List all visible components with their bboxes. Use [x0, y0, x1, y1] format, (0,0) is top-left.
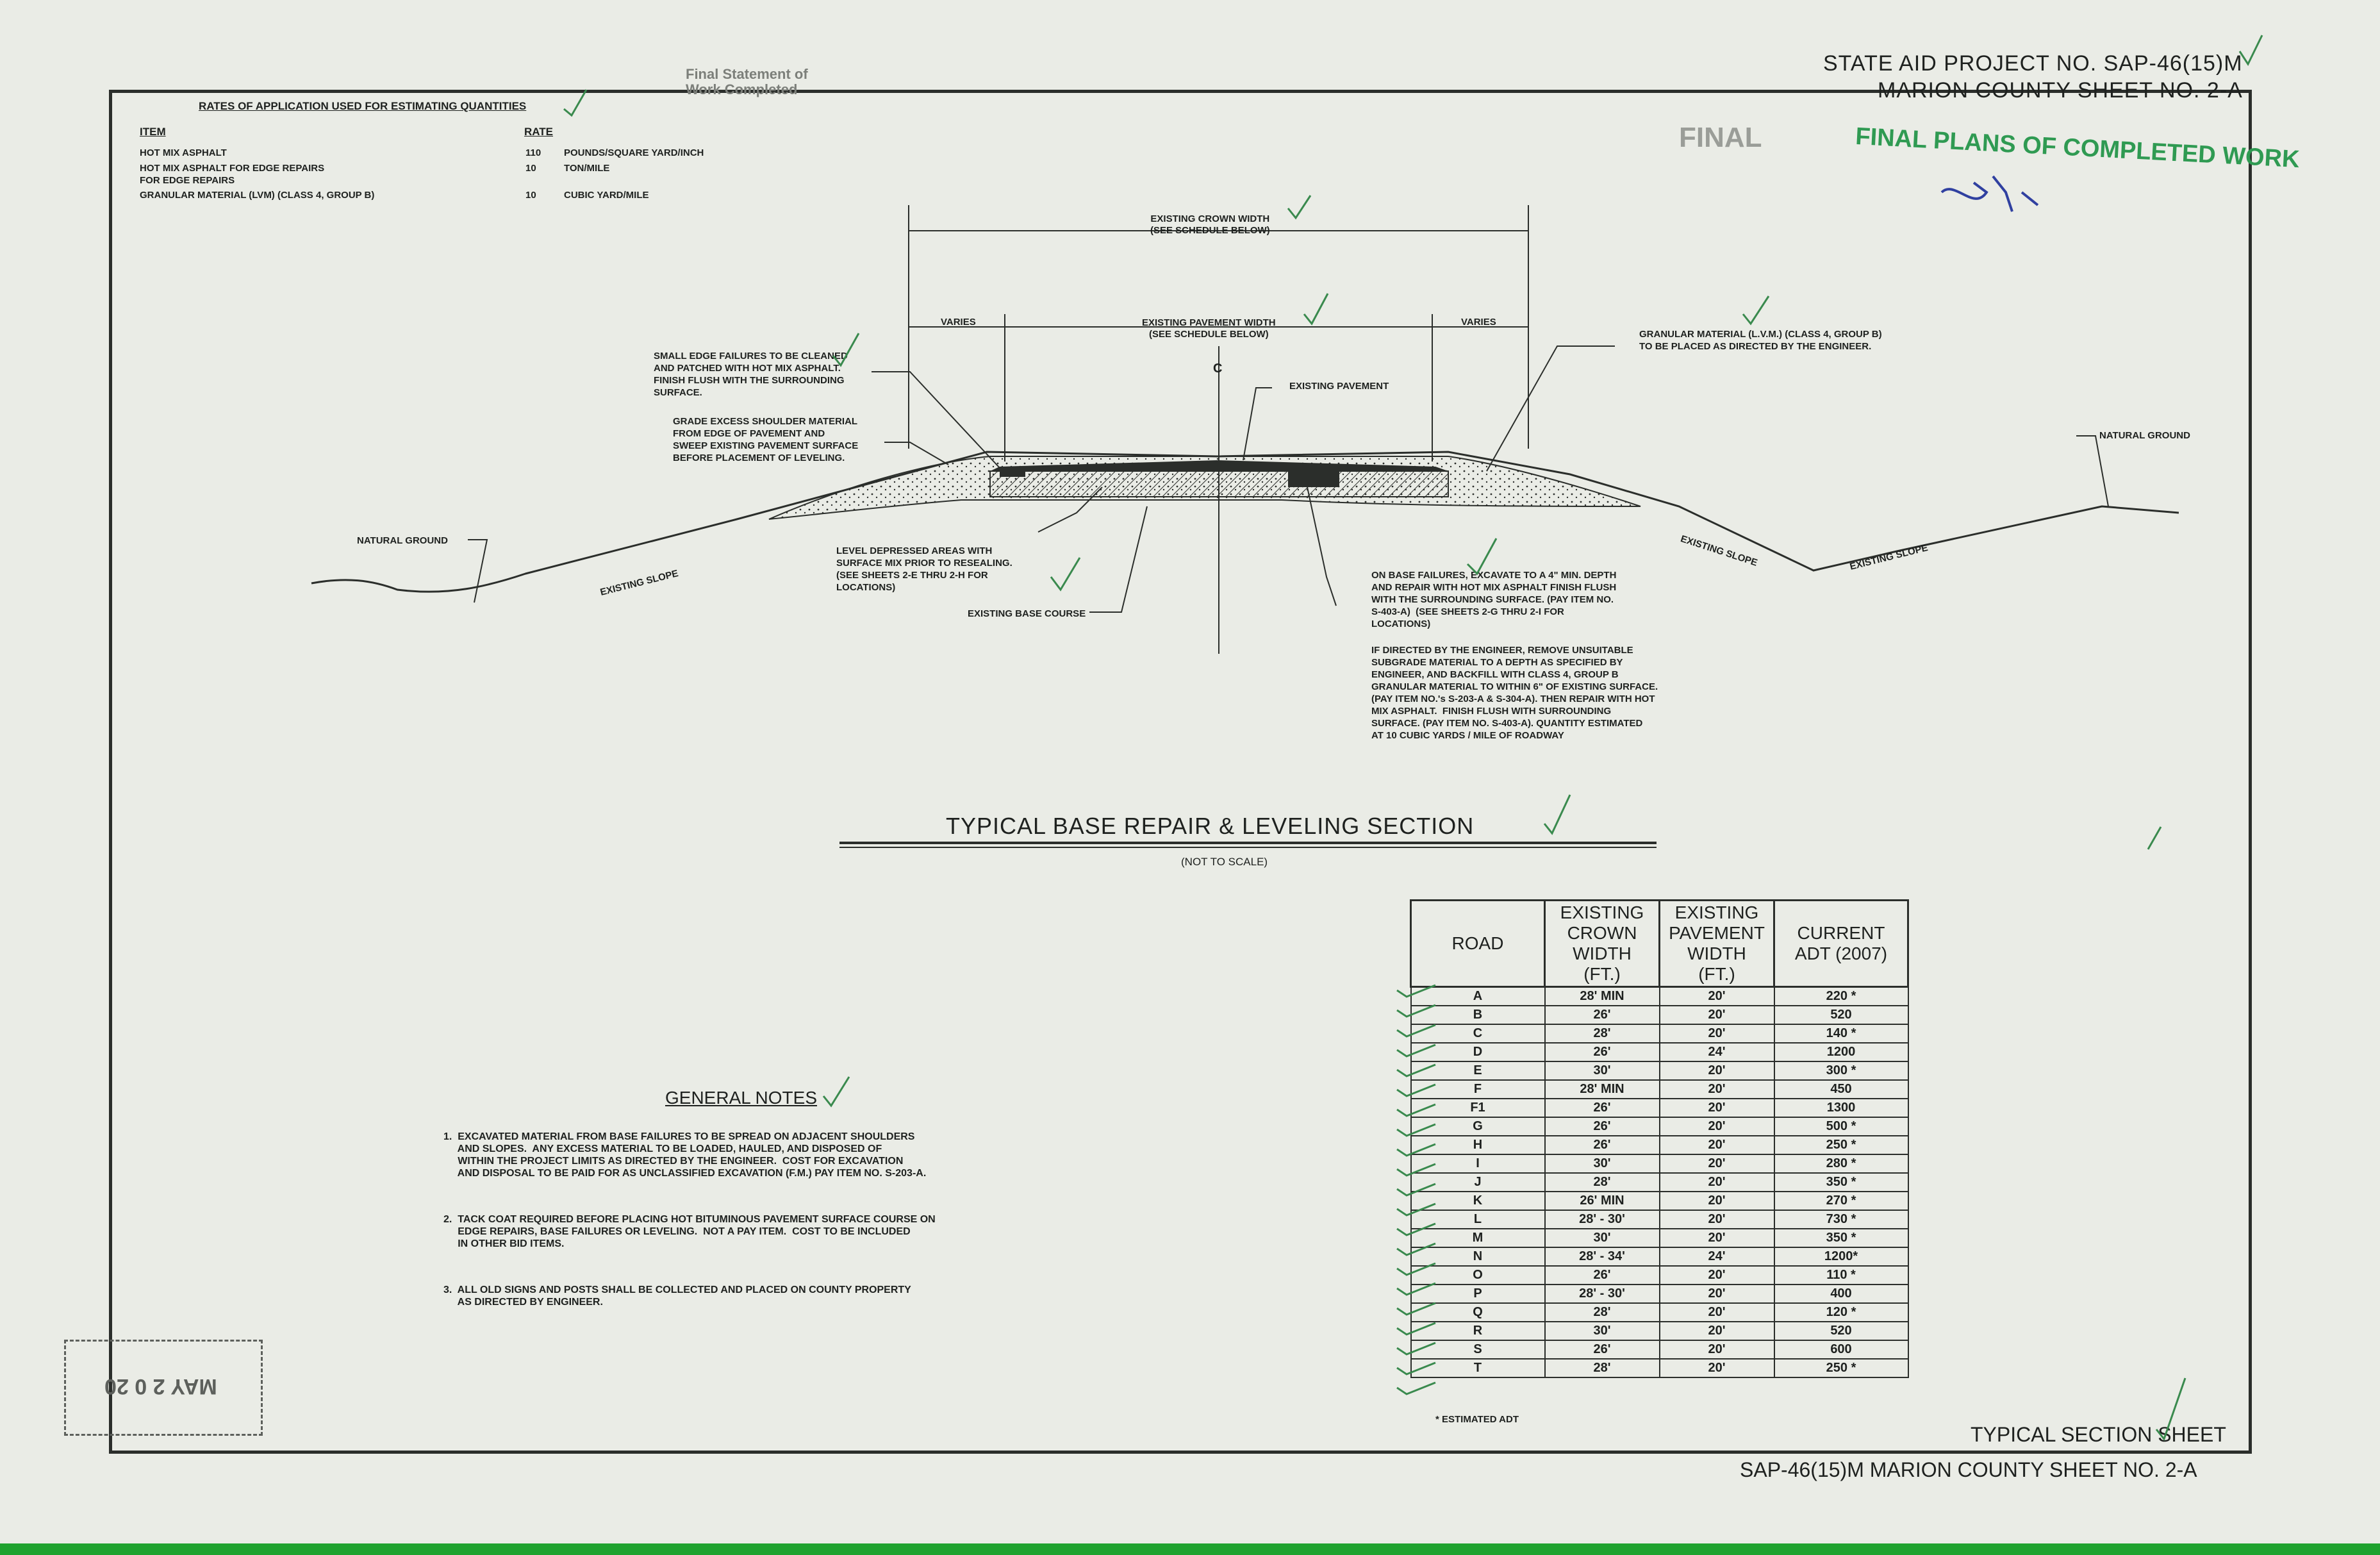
cell-crown-width: 26': [1545, 1136, 1660, 1154]
cell-adt: 500 *: [1774, 1117, 1908, 1136]
row-check-mark: [1397, 1025, 1435, 1036]
cell-pavement-width: 20': [1660, 1061, 1774, 1080]
cell-road: S: [1411, 1340, 1545, 1359]
rate-item: HOT MIX ASPHALT FOR EDGE REPAIRS FOR EDGE REPAIRS: [140, 163, 325, 186]
granular-material-note: GRANULAR MATERIAL (L.V.M.) (CLASS 4, GROUP B) TO BE PLACED AS DIRECTED BY THE ENGINEER.: [1639, 329, 1882, 352]
cell-adt: 730 *: [1774, 1210, 1908, 1229]
cell-pavement-width: 20': [1660, 1359, 1774, 1377]
cell-pavement-width: 20': [1660, 1285, 1774, 1303]
cell-crown-width: 30': [1545, 1061, 1660, 1080]
row-check-mark: [1397, 1303, 1435, 1315]
row-check-mark: [1397, 1323, 1435, 1335]
cell-adt: 1200*: [1774, 1247, 1908, 1266]
varies-left-label: VARIES: [941, 317, 976, 328]
cell-crown-width: 30': [1545, 1229, 1660, 1247]
cell-pavement-width: 24': [1660, 1247, 1774, 1266]
rates-item-header: ITEM: [140, 126, 166, 138]
cell-adt: 120 *: [1774, 1303, 1908, 1322]
cell-adt: 1300: [1774, 1099, 1908, 1117]
row-check-mark: [1397, 1204, 1435, 1215]
cell-pavement-width: 24': [1660, 1043, 1774, 1061]
cell-crown-width: 30': [1545, 1154, 1660, 1173]
cell-crown-width: 26': [1545, 1340, 1660, 1359]
col-header-adt: CURRENT ADT (2007): [1774, 901, 1908, 987]
general-notes-title: GENERAL NOTES: [665, 1088, 818, 1108]
cell-road: E: [1411, 1061, 1545, 1080]
row-check-mark: [1397, 1045, 1435, 1056]
cell-adt: 270 *: [1774, 1192, 1908, 1210]
existing-slope-label: EXISTING SLOPE: [1848, 542, 1930, 572]
row-check-mark: [1397, 1283, 1435, 1295]
final-statement-stamp: Final Statement of Work Completed: [686, 66, 808, 97]
cell-pavement-width: 20': [1660, 1192, 1774, 1210]
row-check-mark: [1397, 1224, 1435, 1235]
cell-adt: 280 *: [1774, 1154, 1908, 1173]
row-check-mark: [1397, 985, 1435, 997]
centerline-label: C: [1213, 362, 1223, 376]
natural-ground-right-label: NATURAL GROUND: [2099, 430, 2190, 441]
cell-pavement-width: 20': [1660, 1024, 1774, 1043]
cell-pavement-width: 20': [1660, 987, 1774, 1006]
cell-adt: 400: [1774, 1285, 1908, 1303]
cell-crown-width: 28' MIN: [1545, 1080, 1660, 1099]
grade-excess-note: GRADE EXCESS SHOULDER MATERIAL FROM EDGE OF PAVEMENT AND SWEEP EXISTING PAVEMENT SURFACE BEFORE PLACEMENT OF LEVELING.: [673, 416, 859, 463]
bottom-sheet-number: SAP-46(15)M MARION COUNTY SHEET NO. 2-A: [1740, 1458, 2197, 1481]
cell-crown-width: 28': [1545, 1024, 1660, 1043]
cell-road: F1: [1411, 1099, 1545, 1117]
general-note-2: 2. TACK COAT REQUIRED BEFORE PLACING HOT BITUMINOUS PAVEMENT SURFACE COURSE ON EDGE REPAIRS, BASE FAILURES OR LEVELING. NOT A PAY ITEM. COST TO BE INCLUDED IN OTHER BID ITEMS.: [443, 1214, 936, 1249]
crown-width-label: EXISTING CROWN WIDTH (SEE SCHEDULE BELOW): [1150, 213, 1270, 236]
received-stamp-date: MAY 2 0 20: [104, 1374, 217, 1399]
cell-pavement-width: 20': [1660, 1340, 1774, 1359]
rate-value: 110: [525, 147, 541, 158]
cell-crown-width: 28' - 30': [1545, 1210, 1660, 1229]
cell-adt: 450: [1774, 1080, 1908, 1099]
row-check-mark: [1397, 1363, 1435, 1374]
cell-pavement-width: 20': [1660, 1303, 1774, 1322]
cell-pavement-width: 20': [1660, 1229, 1774, 1247]
cell-adt: 250 *: [1774, 1359, 1908, 1377]
cell-road: A: [1411, 987, 1545, 1006]
row-check-mark: [1397, 1085, 1435, 1096]
cell-crown-width: 28' - 30': [1545, 1285, 1660, 1303]
cell-crown-width: 28' MIN: [1545, 987, 1660, 1006]
cell-adt: 110 *: [1774, 1266, 1908, 1285]
row-check-mark: [1397, 1383, 1435, 1394]
cell-crown-width: 30': [1545, 1322, 1660, 1340]
col-header-road: ROAD: [1411, 901, 1545, 987]
row-check-mark: [1397, 1184, 1435, 1195]
cell-crown-width: 28': [1545, 1359, 1660, 1377]
cell-road: I: [1411, 1154, 1545, 1173]
cell-road: J: [1411, 1173, 1545, 1192]
base-failures-note: ON BASE FAILURES, EXCAVATE TO A 4" MIN. DEPTH AND REPAIR WITH HOT MIX ASPHALT FINISH FLUSH WITH THE SURROUNDING SURFACE. (PAY ITEM NO. S-403-A) (SEE SHEETS 2-G THRU 2-I FOR LOCATIONS): [1371, 570, 1617, 629]
cell-road: Q: [1411, 1303, 1545, 1322]
cell-road: P: [1411, 1285, 1545, 1303]
cell-pavement-width: 20': [1660, 1322, 1774, 1340]
cell-crown-width: 26': [1545, 1043, 1660, 1061]
row-check-mark: [1397, 1164, 1435, 1176]
cell-road: F: [1411, 1080, 1545, 1099]
cell-adt: 140 *: [1774, 1024, 1908, 1043]
row-check-mark: [1397, 1005, 1435, 1017]
if-directed-note: IF DIRECTED BY THE ENGINEER, REMOVE UNSUITABLE SUBGRADE MATERIAL TO A DEPTH AS SPECIFIED BY ENGINEER, AND BACKFILL WITH CLASS 4, GROUP B GRANULAR MATERIAL TO WITHIN 6" OF EXISTING SURFACE. (PAY ITEM NO.'s S-203-A & S-304-A). THEN REPAIR WITH HOT MIX ASPHALT. FINISH FLUSH WITH SURROUNDING SURFACE. (PAY ITEM NO. S-403-A). QUANTITY ESTIMATED AT 10 CUBIC YARDS / MILE OF ROADWAY: [1371, 645, 1658, 741]
cell-pavement-width: 20': [1660, 1136, 1774, 1154]
cell-road: H: [1411, 1136, 1545, 1154]
cell-crown-width: 28' - 34': [1545, 1247, 1660, 1266]
existing-pavement-label: EXISTING PAVEMENT: [1289, 381, 1389, 392]
cell-crown-width: 26': [1545, 1099, 1660, 1117]
row-check-mark: [1397, 1263, 1435, 1275]
pavement-width-label: EXISTING PAVEMENT WIDTH (SEE SCHEDULE BELOW): [1142, 317, 1276, 340]
scan-edge-bar: [0, 1543, 2380, 1555]
general-note-1: 1. EXCAVATED MATERIAL FROM BASE FAILURES TO BE SPREAD ON ADJACENT SHOULDERS AND SLOPES. ANY EXCESS MATERIAL TO BE LOADED, HAULED, AND DISPOSED OF WITHIN THE PROJECT LIMITS AS DIRECTED BY THE ENGINEER. COST FOR EXCAVATION AND DISPOSAL TO BE PAID FOR AS UNCLASSIFIED EXCAVATION (F.M.) PAY ITEM NO. S-203-A.: [443, 1131, 927, 1179]
cell-road: M: [1411, 1229, 1545, 1247]
varies-right-label: VARIES: [1461, 317, 1496, 328]
section-subtitle: (NOT TO SCALE): [1181, 856, 1268, 868]
cell-road: K: [1411, 1192, 1545, 1210]
cell-adt: 600: [1774, 1340, 1908, 1359]
sheet-title: TYPICAL SECTION SHEET: [1971, 1423, 2226, 1446]
cell-pavement-width: 20': [1660, 1210, 1774, 1229]
cell-crown-width: 26': [1545, 1117, 1660, 1136]
cell-road: B: [1411, 1006, 1545, 1024]
row-check-mark: [1397, 1104, 1435, 1116]
final-plans-stamp: FINAL PLANS OF COMPLETED WORK: [1855, 122, 2301, 174]
cell-pavement-width: 20': [1660, 1266, 1774, 1285]
existing-slope-label: EXISTING SLOPE: [1679, 533, 1759, 569]
rates-title: RATES OF APPLICATION USED FOR ESTIMATING QUANTITIES: [199, 100, 527, 112]
final-faint-stamp: FINAL: [1679, 122, 1762, 153]
cell-pavement-width: 20': [1660, 1154, 1774, 1173]
cell-adt: 300 *: [1774, 1061, 1908, 1080]
rate-value: 10: [525, 163, 536, 174]
cell-adt: 1200: [1774, 1043, 1908, 1061]
cell-pavement-width: 20': [1660, 1117, 1774, 1136]
natural-ground-left-label: NATURAL GROUND: [357, 535, 448, 546]
rate-unit: POUNDS/SQUARE YARD/INCH: [564, 147, 704, 158]
cell-road: N: [1411, 1247, 1545, 1266]
schedule-footnote: * ESTIMATED ADT: [1435, 1414, 1519, 1425]
cell-adt: 250 *: [1774, 1136, 1908, 1154]
cell-road: G: [1411, 1117, 1545, 1136]
cell-road: C: [1411, 1024, 1545, 1043]
row-check-mark: [1397, 1065, 1435, 1076]
cell-road: L: [1411, 1210, 1545, 1229]
row-check-mark: [1397, 1243, 1435, 1255]
cell-adt: 350 *: [1774, 1173, 1908, 1192]
rates-rate-header: RATE: [524, 126, 554, 138]
cell-pavement-width: 20': [1660, 1173, 1774, 1192]
cell-crown-width: 26' MIN: [1545, 1192, 1660, 1210]
edge-failures-note: SMALL EDGE FAILURES TO BE CLEANED AND PATCHED WITH HOT MIX ASPHALT. FINISH FLUSH WITH THE SURROUNDING SURFACE.: [654, 351, 848, 398]
level-depressed-note: LEVEL DEPRESSED AREAS WITH SURFACE MIX PRIOR TO RESEALING. (SEE SHEETS 2-E THRU 2-H FOR LOCATIONS): [836, 545, 1012, 593]
cell-pavement-width: 20': [1660, 1099, 1774, 1117]
cell-pavement-width: 20': [1660, 1006, 1774, 1024]
row-check-mark: [1397, 1343, 1435, 1354]
cell-crown-width: 26': [1545, 1266, 1660, 1285]
existing-base-course-label: EXISTING BASE COURSE: [968, 608, 1086, 619]
cell-road: O: [1411, 1266, 1545, 1285]
col-header-pavement-width: EXISTING PAVEMENT WIDTH (FT.): [1660, 901, 1774, 987]
cell-adt: 350 *: [1774, 1229, 1908, 1247]
cell-adt: 520: [1774, 1006, 1908, 1024]
sheet-number: MARION COUNTY SHEET NO. 2-A: [1878, 78, 2243, 103]
cell-crown-width: 26': [1545, 1006, 1660, 1024]
rate-unit: TON/MILE: [564, 163, 610, 174]
row-check-mark: [1397, 1144, 1435, 1156]
cell-crown-width: 28': [1545, 1173, 1660, 1192]
row-check-mark: [1397, 1124, 1435, 1136]
cell-road: T: [1411, 1359, 1545, 1377]
cell-pavement-width: 20': [1660, 1080, 1774, 1099]
cell-road: D: [1411, 1043, 1545, 1061]
rate-value: 10: [525, 190, 536, 201]
existing-slope-label: EXISTING SLOPE: [599, 568, 680, 598]
general-note-3: 3. ALL OLD SIGNS AND POSTS SHALL BE COLLECTED AND PLACED ON COUNTY PROPERTY AS DIRECTED BY ENGINEER.: [443, 1285, 911, 1308]
cell-crown-width: 28': [1545, 1303, 1660, 1322]
project-number: STATE AID PROJECT NO. SAP-46(15)M: [1823, 51, 2243, 76]
cell-adt: 520: [1774, 1322, 1908, 1340]
rate-item: HOT MIX ASPHALT: [140, 147, 227, 158]
cell-road: R: [1411, 1322, 1545, 1340]
section-title: TYPICAL BASE REPAIR & LEVELING SECTION: [946, 813, 1475, 839]
col-header-crown-width: EXISTING CROWN WIDTH (FT.): [1545, 901, 1660, 987]
cell-adt: 220 *: [1774, 987, 1908, 1006]
rate-item: GRANULAR MATERIAL (LVM) (CLASS 4, GROUP B): [140, 190, 375, 201]
signature: [1942, 176, 2038, 212]
rate-unit: CUBIC YARD/MILE: [564, 190, 649, 201]
